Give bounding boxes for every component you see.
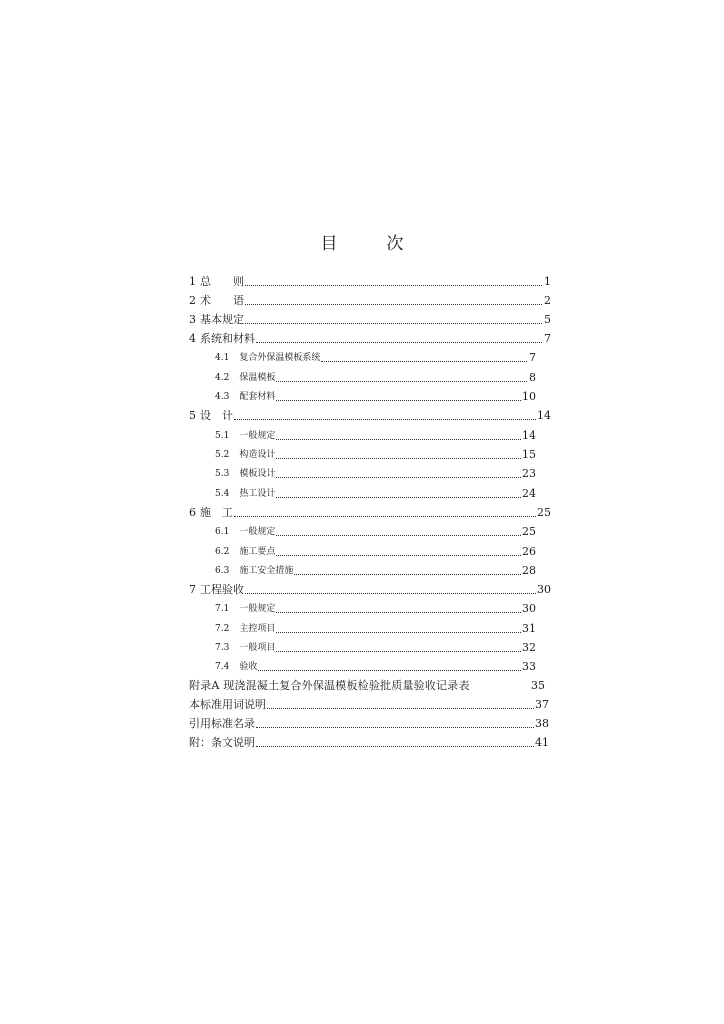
toc-entry-leader [276, 535, 521, 536]
toc-entry-page: 31 [522, 621, 536, 635]
toc-entry-leader [276, 651, 521, 652]
toc-entry [189, 308, 551, 327]
toc-entry-number: 4 [189, 332, 196, 345]
toc-entry [189, 501, 551, 520]
toc-entry-label: 本标准用词说明 [189, 698, 266, 712]
toc-entry-label: 模板设计 [239, 469, 276, 480]
toc-entry-leader [234, 516, 536, 517]
toc-entry-page: 14 [537, 409, 551, 423]
toc-entry [189, 385, 551, 404]
toc-entry-leader [276, 632, 521, 633]
toc-entry-number: 7.3 [215, 643, 230, 654]
toc-entry [189, 731, 551, 750]
toc-entry [189, 270, 551, 289]
toc-entry-leader [245, 593, 536, 594]
toc-entry-page: 33 [522, 660, 536, 674]
toc-title: 目 次 [320, 234, 420, 254]
toc-entry-leader [256, 746, 534, 747]
toc-entry-number: 4.1 [215, 353, 230, 364]
toc-entry-page: 26 [522, 544, 536, 558]
toc-entry-number: 7.4 [215, 662, 230, 673]
toc-entry-page: 24 [522, 486, 536, 500]
toc-entry [189, 327, 551, 346]
toc-entry-page: 7 [529, 351, 536, 365]
toc-entry [189, 616, 551, 635]
toc-entry-number: 6.2 [215, 546, 230, 557]
toc-entry [189, 597, 551, 616]
toc-entry-label: 基本规定 [200, 313, 244, 326]
toc-entry [189, 462, 551, 481]
toc-entry-leader [256, 727, 534, 728]
toc-entry-leader [276, 612, 521, 613]
toc-entry-leader [258, 670, 521, 671]
toc-entry-label: 施工安全措施 [239, 565, 294, 576]
toc-entry-leader [245, 323, 542, 324]
toc-entry-leader [256, 342, 542, 343]
toc-entry-number: 3 [189, 313, 196, 326]
toc-entry-leader [294, 574, 521, 575]
toc-entry-leader [267, 708, 534, 709]
toc-entry-page: 5 [544, 313, 551, 326]
toc-entry [189, 636, 551, 655]
toc-entry-label: 工程验收 [200, 582, 244, 596]
toc-entry-number: 7 [189, 582, 196, 596]
toc-entry-label: 构造设计 [239, 449, 276, 460]
toc-entry-number: 5.1 [215, 430, 230, 441]
toc-entry-leader [276, 555, 521, 556]
toc-entry [189, 559, 551, 578]
toc-entry-number: 7.2 [215, 623, 230, 634]
toc-entry-label: 附：条文说明 [189, 736, 255, 750]
toc-entry-leader [276, 477, 521, 478]
toc-entry-label: 复合外保温模板系统 [239, 353, 321, 364]
toc-entry [189, 539, 551, 558]
toc-entry-page: 14 [522, 428, 536, 442]
toc-entry-page: 10 [522, 390, 536, 404]
toc-entry [189, 404, 551, 423]
toc-entry-label: 施 工 [200, 505, 233, 519]
toc-entry-number: 7.1 [215, 604, 230, 615]
toc-entry-label: 一般规定 [239, 527, 276, 538]
toc-entry-page: 30 [537, 582, 551, 596]
toc-entry-page: 38 [535, 717, 549, 731]
toc-entry-leader [234, 419, 536, 420]
toc-entry-number: 1 [189, 275, 196, 288]
toc-entry-label: 引用标准名录 [189, 717, 255, 731]
toc-entry [189, 365, 551, 384]
toc-entry-number: 5.4 [215, 488, 230, 499]
toc-entry-leader [276, 381, 527, 382]
toc-entry-leader [276, 497, 521, 498]
toc-entry-label: 设 计 [200, 409, 233, 423]
toc-entry-number: 2 [189, 294, 196, 307]
toc-entry-page: 41 [535, 736, 549, 750]
toc-entry-number: 6.3 [215, 565, 230, 576]
toc-entry-page: 30 [522, 602, 536, 616]
toc-entry-number: 4.2 [215, 372, 230, 383]
toc-entry-number: 5 [189, 409, 196, 423]
toc-entry [189, 423, 551, 442]
toc-entry-page: 8 [529, 370, 536, 384]
toc-entry [189, 346, 551, 365]
toc-entry [189, 443, 551, 462]
toc-entry-leader [276, 439, 521, 440]
toc-entry-number: 4.3 [215, 392, 230, 403]
toc-entry-page: 15 [522, 447, 536, 461]
toc-entry-page: 32 [522, 641, 536, 655]
toc-entry [189, 674, 551, 693]
toc-entry [189, 289, 551, 308]
toc-entry-label: 配套材料 [239, 392, 276, 403]
toc-entry-leader [245, 285, 542, 286]
toc-entry-label: 验收 [239, 662, 258, 673]
toc-entry-leader [321, 361, 527, 362]
toc-entry-page: 23 [522, 467, 536, 481]
toc-entry-label: 系统和材料 [200, 332, 255, 345]
toc-entry-leader [276, 400, 521, 401]
toc-entry-label: 热工设计 [239, 488, 276, 499]
toc-entry [189, 655, 551, 674]
toc-entry-label: 一般规定 [239, 430, 276, 441]
toc-entry-page: 25 [537, 505, 551, 519]
toc-entry-page: 35 [531, 679, 545, 693]
toc-entry-page: 37 [535, 698, 549, 712]
toc-entry-label: 附录A 现浇混凝土复合外保温模板检验批质量验收记录表 [189, 679, 470, 693]
toc-entry [189, 693, 551, 712]
toc-entry-label: 施工要点 [239, 546, 276, 557]
toc-entry [189, 520, 551, 539]
toc-entry [189, 578, 551, 597]
toc-entry-leader [276, 458, 521, 459]
toc-entry [189, 712, 551, 731]
toc-entry-page: 28 [522, 563, 536, 577]
toc-entry-number: 5.3 [215, 469, 230, 480]
toc-entry-label: 主控项目 [239, 623, 276, 634]
toc-entry-page: 7 [544, 332, 551, 345]
toc-entry-label: 总 则 [200, 275, 244, 288]
toc-entry-label: 术 语 [200, 294, 244, 307]
toc-entry-number: 5.2 [215, 449, 230, 460]
toc-entry [189, 481, 551, 500]
toc-entry-label: 保温模板 [239, 372, 276, 383]
toc-entry-leader [245, 304, 542, 305]
toc-entry-page: 2 [544, 294, 551, 307]
toc-entry-label: 一般项目 [239, 643, 276, 654]
toc-entry-page: 25 [522, 525, 536, 539]
toc-entry-page: 1 [544, 275, 551, 288]
toc-entry-label: 一般规定 [239, 604, 276, 615]
table-of-contents [189, 270, 551, 750]
toc-entry-number: 6 [189, 505, 196, 519]
toc-entry-number: 6.1 [215, 527, 230, 538]
